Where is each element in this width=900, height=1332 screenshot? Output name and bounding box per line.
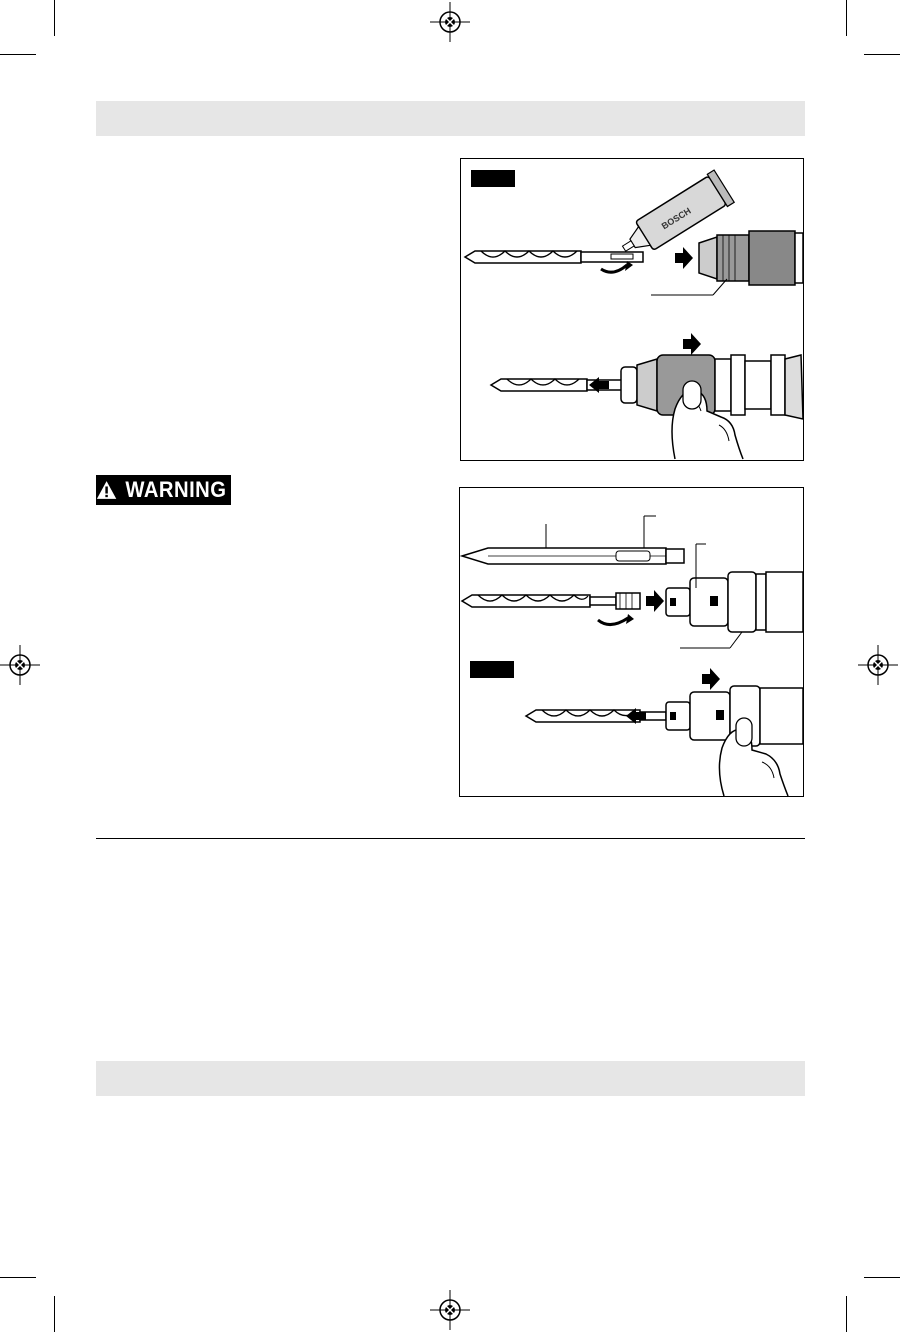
registration-mark-right [858,645,898,685]
registration-mark-left [0,645,40,685]
insert-arrow-2 [646,590,664,612]
section-heading-band-top [96,101,805,136]
crop-mark-bottom-right-v [846,1296,847,1332]
crop-mark-bottom-left-v [54,1296,55,1332]
drill-bit-hex-inserted [526,708,666,724]
insert-arrow [675,247,693,269]
tool-holder-sds-inserted [621,355,803,419]
figure-number-tag [471,170,515,187]
sds-plus-illustration [461,159,803,460]
tool-holder-sds [699,231,803,285]
chisel [462,516,684,564]
release-arrow [683,333,701,355]
warning-label [96,475,231,505]
tube-brand-label: BOSCH [659,205,693,232]
section-divider [96,838,805,839]
figure-hex-shank-insertion [459,487,804,797]
warning-text: WARNING [125,477,227,502]
figure-number-tag-2 [470,661,514,678]
crop-mark-top-left-v [54,0,55,36]
crop-mark-top-left-h [0,54,36,55]
drill-bit-sds [465,251,643,272]
tool-holder-hex [666,544,803,648]
registration-mark-bottom [430,1290,470,1330]
hex-shank-illustration [460,488,803,796]
drill-bit-hex [462,593,640,625]
alert-triangle-icon [96,479,117,501]
drill-bit-sds-inserted [491,377,627,393]
crop-mark-bottom-right-h [864,1277,900,1278]
section-heading-band-bottom [96,1061,805,1096]
crop-mark-top-right-h [864,54,900,55]
crop-mark-top-right-v [846,0,847,36]
release-arrow-2 [702,668,720,690]
crop-mark-bottom-left-h [0,1277,36,1278]
figure-sds-plus-insertion [460,158,804,461]
registration-mark-top [430,2,470,42]
